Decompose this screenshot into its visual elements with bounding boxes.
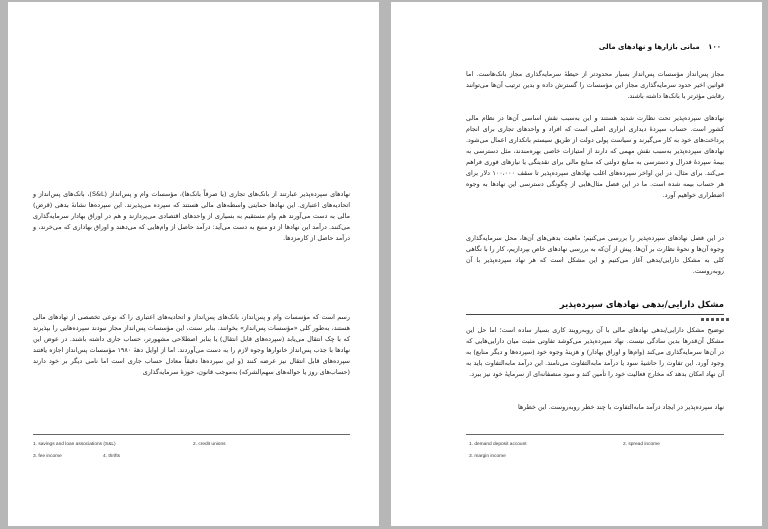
right-paragraph-4: توضیح مشکل دارایی/بدهی نهادهای مالی با آن روبه‌رویند کاری بسیار ساده است؛ اما حل این مشکل آن‌قدرها بدین سادگی نیست. نهاد سپرده‌پذیر می‌کوشد تفاوتی مثبت میان دارایی‌هایی که در آن‌ها سرمایه‌گذاری می‌کند (وام‌ها و اوراق بهادار) و هزینهٔ وجوه خود (سپرده‌ها و دیگر منابع) به وجود آورد. این تفاوت را حاشیهٔ سود یا درآمد مابه‌التفاوت می‌نامند. این درآمد مابه‌التفاوت باید به آن نهاد امکان بدهد که مخارج فعالیت خود را تأمین کند و سود منصفانه‌ای از سرمایهٔ خود نیز ببرد. — [466, 326, 724, 378]
footnote-2: 2. credit unions — [193, 442, 226, 447]
heading-rule — [466, 314, 724, 315]
right-paragraph-5: نهاد سپرده‌پذیر در ایجاد درآمد مابه‌التفاوت با چند خطر روبه‌روست. این خطرها — [517, 403, 724, 411]
footnote-1: 1. demand deposit account — [469, 442, 527, 447]
footnote-2: 2. spread income — [623, 442, 660, 447]
left-paragraph-2: رسم است که مؤسسات وام و پس‌انداز، بانک‌های پس‌انداز و اتحادیه‌های اعتباری را که نوعی تخصصی از نهادهای مالی هستند، به‌طور کلی «مؤسسات پس‌انداز» بخوانند. بنابر سنت، این مؤسسات پس‌انداز مجاز نبودند سپرده‌هایی را بپذیرند که با چک انتقال می‌یابد (سپرده‌های قابل انتقال) یا بنابر اصطلاحی مشهورتر، حساب جاری داشته باشند. در عوض این نهادها با جذب پس‌انداز خانوارها وجوه لازم را به دست می‌آوردند. اما از اوایل دههٔ ۱۹۸۰ مؤسسات پس‌انداز اجازه یافتند سپرده‌های قابل انتقال نیز عرضه کنند (و این سپرده‌ها دقیقاً معادل حساب جاری است اما نامی دیگر بر خود دارند (حساب‌های روز یا حواله‌های سهم‌الشرکه) به‌موجب قانون، حوزهٔ سرمایه‌گذاری — [33, 313, 350, 376]
page-number: ۱۰۰ — [708, 43, 721, 51]
footnote-4: 4. thrifts — [103, 454, 121, 459]
running-title: مبانی بازارها و نهادهای مالی — [598, 43, 700, 51]
heading-ornament — [701, 318, 729, 321]
footnote-1: 1. savings and loan associations (S&L) — [33, 442, 116, 447]
footnote-rule — [33, 434, 350, 435]
right-paragraph-2: نهادهای سپرده‌پذیر تحت نظارت شدید هستند و این به‌سبب نقش اساسی آن‌ها در نظام مالی کشور است. حساب سپردهٔ دیداری ابزاری اصلی است که افراد و واحدهای تجاری برای انجام پرداخت‌های خود به کار می‌گیرند و سیاست پولی دولت از طریق سیستم بانکداری اعمال می‌شود. نهادهای سپرده‌پذیر به‌سبب نقش مهمی که دارند از امتیازات خاصی بهره‌مندند، مثل دسترسی به بیمهٔ سپردهٔ فدرال و دسترسی به منابع دولتی که منابع مالی برای نقدینگی یا نیازهای فوری فراهم می‌کند. برای مثال، در این اواخر سپرده‌های اغلب نهادهای سپرده‌پذیر تا سقف ۱۰۰،۰۰۰ دلار برای هر حساب بیمه شده است. ما در این فصل مثال‌هایی از چگونگی دسترسی این نهادها به وجوه اضطراری خواهیم آورد. — [466, 114, 724, 199]
right-paragraph-1: مجاز پس‌انداز مؤسسات پس‌انداز بسیار محدودتر از حیطهٔ سرمایه‌گذاری مجاز بانک‌هاست. اما قوانین اخیر حدود سرمایه‌گذاری مجاز این مؤسسات را گسترش داده و بدین ترتیب آن‌ها می‌توانند رقابتی مؤثرتر با بانک‌ها داشته باشند. — [466, 70, 724, 100]
footnote-rule — [466, 434, 724, 435]
section-heading: مشکل دارایی/بدهی نهادهای سپرده‌پذیر — [559, 300, 724, 310]
footnote-3: 3. fee income — [33, 454, 62, 459]
right-page — [391, 2, 762, 526]
footnote-3: 3. margin income — [469, 454, 506, 459]
running-header — [451, 43, 721, 51]
left-page — [8, 2, 379, 526]
left-paragraph-1: نهادهای سپرده‌پذیر عبارتند از بانک‌های تجاری (یا صرفاً بانک‌ها)، مؤسسات وام و پس‌انداز (S&L)، بانک‌های پس‌انداز و اتحادیه‌های اعتباری. این نهادها حمایتی واسطه‌های مالی هستند که سپرده می‌پذیرند. این سپرده‌ها نشانهٔ بدهی (قرض) مالی به دست می‌آورند هم وام مستقیم به بسیاری از واحدهای اقتصادی می‌پردازند و هم در اوراق بهادار سرمایه‌گذاری می‌کنند. درآمد این نهادها از دو منبع به دست می‌آید: درآمد حاصل از وام‌هایی که می‌دهند و اوراق بهاداری که می‌خرند، و درآمد حاصل از کارمزدها. — [33, 190, 350, 242]
right-paragraph-3: در این فصل نهادهای سپرده‌پذیر را بررسی می‌کنیم؛ ماهیت بدهی‌های آن‌ها، محل سرمایه‌گذاری وجوه آن‌ها و نحوهٔ نظارت بر آن‌ها. پیش از آن‌که به بررسی نهادهای خاص بپردازیم، کار را با نگاهی کلی به مشکل دارایی/بدهی آغاز می‌کنیم و این مشکل است که هر نهاد سپرده‌پذیر با آن روبه‌روست. — [466, 234, 724, 275]
